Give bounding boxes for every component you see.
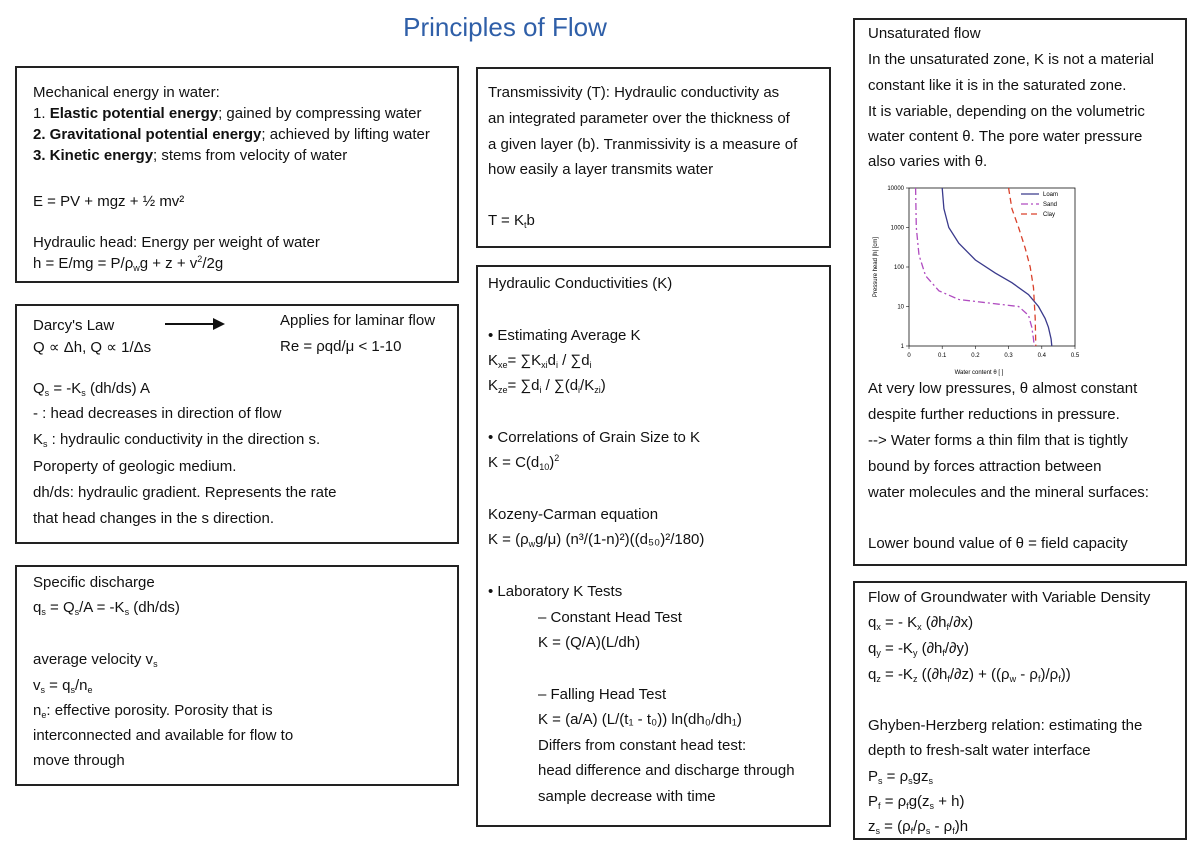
qy-eq: $q_y = -K_y$ $(\partial h_f/\partial y)$ <box>868 640 969 658</box>
constant-head-eq: K = (Q/A)(L/dh) <box>538 634 641 651</box>
field-capacity-note: Lower bound value of θ = field capacity <box>868 535 1128 552</box>
hydraulic-head-definition: Hydraulic head: Energy per weight of water <box>33 234 320 251</box>
grain-size-heading: • Correlations of Grain Size to K <box>488 429 701 446</box>
x-tick-label: 0.3 <box>1004 353 1013 359</box>
property-note: Poroperty of geologic medium. <box>33 458 237 475</box>
mech-item-2: 2. Gravitational potential energy; achieved by lifting water <box>33 126 430 143</box>
legend-label-clay: Clay <box>1043 212 1056 218</box>
x-tick-label: 0.4 <box>1037 353 1046 359</box>
laminar-note: Applies for laminar flow <box>280 312 436 329</box>
ps-eq: $P_s = \rho_sgz_s$ <box>868 768 933 786</box>
unsat-line-5: also varies with θ. <box>868 153 988 170</box>
hydraulic-head-equation: $h = E/mg = P/\rho_wg + z + v^2/2g$ <box>33 254 224 273</box>
mech-item-1: 1. Elastic potential energy; gained by compressing water <box>33 105 422 122</box>
mech-item-3: 3. Kinetic energy; stems from velocity of water <box>33 147 348 164</box>
unsat-after-1: At very low pressures, θ almost constant <box>868 380 1138 397</box>
kze-eq: $K_{ze}= \sum d_i / \sum(d_i/K_{zi})$ <box>488 377 606 395</box>
water-retention-chart <box>857 180 1097 380</box>
transmissivity-eq: $T = K_tb$ <box>488 212 535 230</box>
variable-density-box <box>853 581 1187 840</box>
zs-eq: $z_s = (\rho_f/\rho_s - \rho_f)h$ <box>868 818 969 836</box>
darcy-equation: $Q_s = -K_s$ (dh/ds) A <box>33 380 150 398</box>
specific-discharge-eq: $q_s = Q_s/A = -K_s$ (dh/ds) <box>33 599 180 617</box>
velocity-eq: $v_s = q_s/n_e$ <box>33 677 93 695</box>
differs-line-3: sample decrease with time <box>538 788 716 805</box>
gradient-def-2: that head changes in the s direction. <box>33 510 274 527</box>
unsat-after-3: --> Water forms a thin film that is tightly <box>868 432 1128 449</box>
kozeny-eq: $K = (\rho_wg/\mu)$ (n³/(1-n)²)((d₅₀)²/180) <box>488 531 705 549</box>
y-tick-label: 10000 <box>887 186 904 192</box>
x-tick-label: 0.1 <box>938 353 947 359</box>
legend-label-sand: Sand <box>1043 202 1058 208</box>
legend-label-loam: Loam <box>1043 192 1059 198</box>
hydraulic-conductivities-box <box>476 265 831 827</box>
y-tick-label: 100 <box>893 265 904 271</box>
unsat-line-2: constant like it is in the saturated zone. <box>868 77 1127 94</box>
lab-tests-heading: • Laboratory K Tests <box>488 583 623 600</box>
unsat-heading: Unsaturated flow <box>868 25 981 42</box>
qz-eq: $q_z = -K_z$ $((\partial h_f/\partial z) + ((\rho_w - \rho_f)/\rho_f))$ <box>868 666 1071 684</box>
specific-heading: Specific discharge <box>33 574 155 591</box>
ghyben-line-1: Ghyben-Herzberg relation: estimating the <box>868 717 1143 734</box>
mechanical-energy-box <box>15 66 459 283</box>
series-line-sand <box>916 188 1035 346</box>
y-tick-label: 1000 <box>890 225 904 232</box>
x-tick-label: 0 <box>907 353 911 359</box>
trans-line-1: Transmissivity (T): Hydraulic conductivity as <box>488 84 780 101</box>
energy-equation: E = PV + mgz + ½ mv² <box>33 193 185 210</box>
series-line-loam <box>942 188 1052 346</box>
kozeny-heading: Kozeny-Carman equation <box>488 506 659 523</box>
unsat-line-1: In the unsaturated zone, K is not a material <box>868 51 1155 68</box>
gradient-def-1: dh/ds: hydraulic gradient. Represents the rate <box>33 484 337 501</box>
negative-sign-note: - : head decreases in direction of flow <box>33 405 282 422</box>
x-tick-label: 0.5 <box>1070 353 1080 359</box>
darcy-heading: Darcy's Law <box>33 317 115 334</box>
unsat-line-4: water content θ. The pore water pressure <box>868 128 1143 145</box>
transmissivity-box <box>476 67 831 248</box>
unsat-after-5: water molecules and the mineral surfaces: <box>868 484 1149 501</box>
ghyben-line-2: depth to fresh-salt water interface <box>868 742 1091 759</box>
trans-line-4: how easily a layer transmits water <box>488 161 714 178</box>
chart-x-label: Water content θ [ ] <box>954 370 1004 376</box>
constant-head-label: – Constant Head Test <box>538 609 682 626</box>
mech-heading: Mechanical energy in water: <box>33 84 220 101</box>
average-velocity-label: average velocity $v_s$ <box>33 651 158 669</box>
effective-porosity-3: move through <box>33 752 125 769</box>
unsat-after-2: despite further reductions in pressure. <box>868 406 1120 423</box>
falling-head-label: – Falling Head Test <box>538 686 667 703</box>
y-tick-label: 1 <box>900 344 904 350</box>
hk-heading: Hydraulic Conductivities (K) <box>488 275 673 292</box>
effective-porosity-1: $n_e$: effective porosity. Porosity that is <box>33 702 273 720</box>
specific-discharge-box <box>15 565 459 786</box>
x-tick-label: 0.2 <box>971 353 980 359</box>
ks-definition: $K_s$ : hydraulic conductivity in the direction s. <box>33 431 321 449</box>
series-line-clay <box>1009 188 1036 346</box>
darcys-law-box <box>15 304 459 544</box>
trans-line-2: an integrated parameter over the thickness of <box>488 110 790 127</box>
kxe-eq: $K_{xe}= \sum K_{xi}d_i / \sum d_i$ <box>488 352 592 370</box>
variable-heading: Flow of Groundwater with Variable Density <box>868 589 1151 606</box>
hk-average-heading: • Estimating Average K <box>488 327 641 344</box>
arrow-right-icon <box>165 317 227 331</box>
unsat-line-3: It is variable, depending on the volumetric <box>868 103 1145 120</box>
differs-line-2: head difference and discharge through <box>538 762 795 779</box>
effective-porosity-2: interconnected and available for flow to <box>33 727 294 744</box>
falling-head-eq: K = (a/A) (L/(t₁ - t₀)) ln(dh₀/dh₁) <box>538 711 742 728</box>
differs-line-1: Differs from constant head test: <box>538 737 747 754</box>
trans-line-3: a given layer (b). Tranmissivity is a measure of <box>488 136 798 153</box>
qx-eq: $q_x$ = - $K_x$ $(\partial h_f/\partial x)$ <box>868 614 974 632</box>
y-tick-label: 10 <box>897 304 904 311</box>
unsat-after-4: bound by forces attraction between <box>868 458 1102 475</box>
page-title: Principles of Flow <box>403 12 607 42</box>
darcy-proportionality: Q ∝ Δh, Q ∝ 1/Δs <box>33 339 152 356</box>
grain-size-eq: $K = C(d_{10})^2$ <box>488 453 560 472</box>
unsaturated-flow-box <box>853 18 1187 566</box>
reynolds-number: Re = ρqd/μ < 1-10 <box>280 338 402 355</box>
chart-y-label: Pressure head |h| [cm] <box>873 236 879 298</box>
pf-eq: $P_f = \rho_fg(z_s + h)$ <box>868 793 965 811</box>
